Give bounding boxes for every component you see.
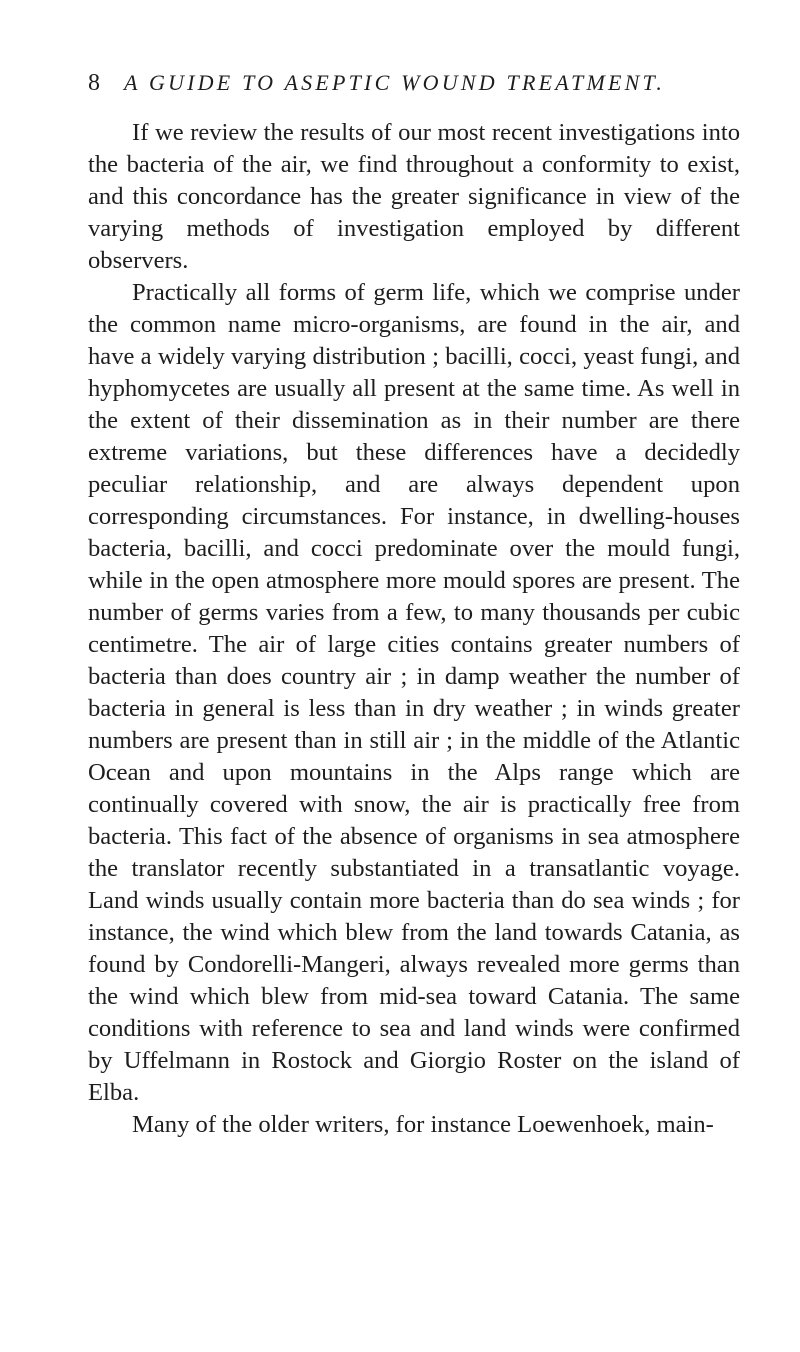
paragraph-air-bacteria-review: If we review the results of our most recent investigations into the bacteria of the air, we find throughout a conformity to exist, and this concordance has the greater significance in view of the varying methods of investigation employed by different observers. <box>88 119 740 274</box>
body-text <box>88 117 740 1141</box>
page-number: 8 <box>88 70 101 96</box>
running-title: A GUIDE TO ASEPTIC WOUND TREATMENT. <box>124 70 666 95</box>
paragraph-germ-distribution: Practically all forms of germ life, which we comprise under the common name micro-organisms, are found in the air, and have a widely varying distribution ; bacilli, cocci, yeast fungi, and hyphomycetes are usually all present at the same time. As well in the extent of their dissemination as in their number are there extreme variations, but these differences have a decidedly peculiar relationship, and are always dependent upon corresponding circumstances. For instance, in dwelling-houses bacteria, bacilli, and cocci predominate over the mould fungi, while in the open atmosphere more mould spores are present. The number of germs varies from a few, to many thousands per cubic centimetre. The air of large cities contains greater numbers of bacteria than does country air ; in damp weather the number of bacteria in general is less than in dry weather ; in winds greater numbers are present than in still air ; in the middle of the Atlantic Ocean and upon mountains in the Alps range which are continually covered with snow, the air is practically free from bacteria. This fact of the absence of organisms in sea atmosphere the translator recently substantiated in a transatlantic voyage. Land winds usually contain more bacteria than do sea winds ; for instance, the wind which blew from the land towards Catania, as found by Condorelli-Mangeri, always revealed more germs than the wind which blew from mid-sea toward Catania. The same conditions with reference to sea and land winds were confirmed by Uffelmann in Rostock and Giorgio Roster on the island of Elba. <box>88 279 740 1106</box>
running-head <box>88 70 748 110</box>
paragraph-older-writers: Many of the older writers, for instance Loewenhoek, main- <box>132 1111 714 1138</box>
